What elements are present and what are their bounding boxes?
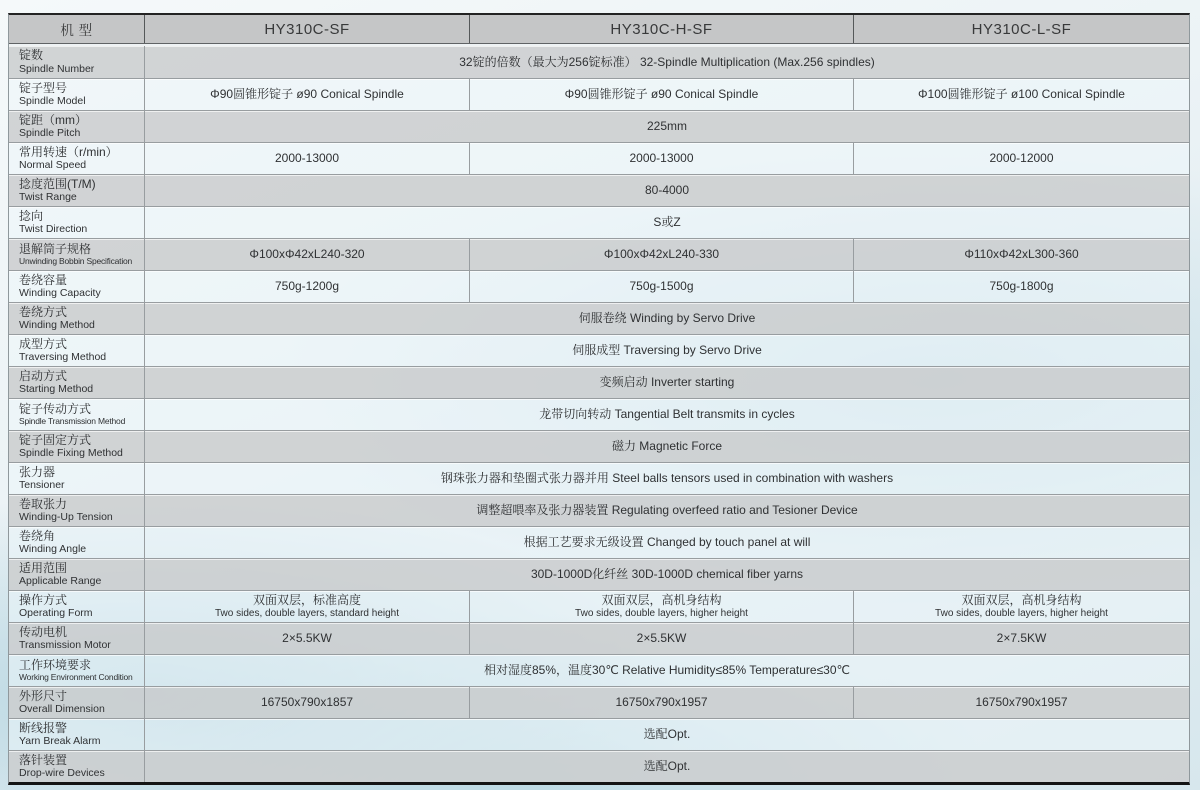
spec-value-span bbox=[145, 111, 1189, 142]
header-model-hy310c-l-sf: HY310C-L-SF bbox=[971, 20, 1072, 38]
spec-value-text: S或Z bbox=[653, 215, 681, 230]
row-label-zh: 启动方式 bbox=[19, 368, 68, 383]
spec-row bbox=[9, 750, 1189, 782]
row-label-en: Starting Method bbox=[19, 383, 94, 396]
row-label bbox=[9, 687, 145, 718]
spec-row bbox=[9, 686, 1189, 718]
spec-value-span bbox=[145, 463, 1189, 494]
row-label-en: Spindle Pitch bbox=[19, 127, 81, 140]
spec-row bbox=[9, 270, 1189, 302]
spec-value-span bbox=[145, 335, 1189, 366]
row-label-zh: 操作方式 bbox=[19, 592, 68, 607]
row-label bbox=[9, 46, 145, 78]
row-label-en: Working Environment Condition bbox=[19, 671, 133, 682]
spec-value-text: 选配Opt. bbox=[643, 727, 691, 742]
spec-value-col1 bbox=[145, 271, 470, 302]
row-label bbox=[9, 239, 145, 270]
row-label bbox=[9, 463, 145, 494]
spec-value-span bbox=[145, 431, 1189, 462]
spec-value-col2 bbox=[470, 143, 854, 174]
row-label-en: Spindle Model bbox=[19, 95, 86, 108]
spec-value-text: 750g-1800g bbox=[989, 279, 1054, 294]
spec-value-col1 bbox=[145, 239, 470, 270]
spec-value-span bbox=[145, 175, 1189, 206]
row-label-zh: 断线报警 bbox=[19, 720, 68, 735]
row-label-en: Winding Capacity bbox=[19, 287, 101, 300]
row-label bbox=[9, 559, 145, 590]
row-label-en: Spindle Transmission Method bbox=[19, 415, 126, 426]
row-label bbox=[9, 527, 145, 558]
spec-value-text: 2000-13000 bbox=[629, 151, 694, 166]
spec-row bbox=[9, 654, 1189, 686]
spec-value-span bbox=[145, 527, 1189, 558]
spec-value-text: 30D-1000D化纤丝 30D-1000D chemical fiber yarns bbox=[530, 567, 804, 582]
header-model-hy310c-sf: HY310C-SF bbox=[145, 15, 470, 43]
row-label-zh: 捻向 bbox=[19, 208, 44, 223]
spec-value-col3 bbox=[854, 591, 1189, 622]
spec-row bbox=[9, 430, 1189, 462]
spec-value-text: 选配Opt. bbox=[643, 759, 691, 774]
row-label-zh: 外形尺寸 bbox=[19, 688, 68, 703]
row-label bbox=[9, 367, 145, 398]
spec-row bbox=[9, 526, 1189, 558]
spec-value-col1 bbox=[145, 79, 470, 110]
spec-value-span bbox=[145, 367, 1189, 398]
spec-row bbox=[9, 174, 1189, 206]
spec-value-span bbox=[145, 655, 1189, 686]
row-label-en: Tensioner bbox=[19, 479, 65, 492]
spec-value-span bbox=[145, 399, 1189, 430]
spec-value-text: 调整超喂率及张力器装置 Regulating overfeed ratio and Tesioner Device bbox=[476, 503, 858, 518]
spec-value-col3 bbox=[854, 623, 1189, 654]
row-label-en: Operating Form bbox=[19, 607, 93, 620]
spec-value-text: 2×7.5KW bbox=[996, 631, 1047, 646]
spec-value-text: 16750x790x1857 bbox=[260, 695, 354, 710]
spec-value-text: Φ100xΦ42xL240-330 bbox=[603, 247, 720, 262]
spec-value-col2 bbox=[470, 79, 854, 110]
spec-value-col1 bbox=[145, 687, 470, 718]
spec-value-text: 16750x790x1957 bbox=[615, 695, 708, 710]
spec-value-col2 bbox=[470, 271, 854, 302]
spec-value-text: 750g-1500g bbox=[629, 279, 694, 294]
table-header-row bbox=[9, 15, 1189, 44]
spec-value-col2 bbox=[470, 687, 854, 718]
row-label-zh: 捻度范围(T/M) bbox=[19, 176, 96, 191]
row-label bbox=[9, 335, 145, 366]
row-label-zh: 常用转速（r/min） bbox=[19, 144, 118, 159]
row-label-en: Winding Method bbox=[19, 319, 95, 332]
row-label bbox=[9, 111, 145, 142]
spec-row bbox=[9, 366, 1189, 398]
spec-row bbox=[9, 46, 1189, 78]
row-label-zh: 锭数 bbox=[19, 48, 44, 63]
spec-value-text: 双面双层，标准高度 bbox=[252, 593, 361, 608]
row-label-zh: 锭子型号 bbox=[19, 80, 68, 95]
row-label-en: Overall Dimension bbox=[19, 703, 105, 716]
spec-value-span bbox=[145, 495, 1189, 526]
row-label-zh: 卷绕方式 bbox=[19, 304, 68, 319]
row-label bbox=[9, 207, 145, 238]
spec-value-text: 根据工艺要求无级设置 Changed by touch panel at will bbox=[523, 535, 811, 550]
spec-value-span bbox=[145, 46, 1189, 78]
row-label-zh: 工作环境要求 bbox=[19, 657, 92, 672]
row-label-en: Twist Direction bbox=[19, 223, 88, 236]
row-label-en: Normal Speed bbox=[19, 159, 87, 172]
spec-row bbox=[9, 78, 1189, 110]
header-model-hy310c-h-sf: HY310C-H-SF bbox=[470, 15, 854, 43]
spec-value-text: Φ100圆锥形锭子 ø100 Conical Spindle bbox=[917, 87, 1125, 102]
spec-row bbox=[9, 494, 1189, 526]
spec-row bbox=[9, 398, 1189, 430]
spec-value-col2 bbox=[470, 591, 854, 622]
row-label-zh: 卷绕容量 bbox=[19, 272, 68, 287]
row-label bbox=[9, 591, 145, 622]
spec-value-text: 32锭的倍数（最大为256锭标准） 32-Spindle Multiplication (Max.256 spindles) bbox=[459, 54, 875, 69]
spec-value-text: 伺服成型 Traversing by Servo Drive bbox=[572, 343, 762, 358]
spec-value-text: Φ100xΦ42xL240-320 bbox=[249, 247, 365, 262]
row-label-zh: 张力器 bbox=[19, 464, 56, 479]
spec-value-text: 磁力 Magnetic Force bbox=[611, 439, 723, 454]
row-label bbox=[9, 175, 145, 206]
row-label-zh: 成型方式 bbox=[19, 336, 68, 351]
spec-value-text: 2000-12000 bbox=[989, 151, 1054, 166]
spec-value-col1 bbox=[145, 143, 470, 174]
spec-value-text: 225mm bbox=[646, 119, 687, 134]
row-label bbox=[9, 79, 145, 110]
row-label-en: Winding-Up Tension bbox=[19, 511, 113, 524]
spec-row bbox=[9, 302, 1189, 334]
spec-value-text: Φ110xΦ42xL300-360 bbox=[964, 247, 1079, 262]
row-label-en: Spindle Number bbox=[19, 62, 95, 75]
spec-value-text: 双面双层，高机身结构 bbox=[601, 593, 722, 608]
spec-value-text: Φ90圆锥形锭子 ø90 Conical Spindle bbox=[564, 87, 759, 102]
spec-value-text: 2×5.5KW bbox=[282, 631, 332, 646]
spec-row bbox=[9, 334, 1189, 366]
spec-value-col3 bbox=[854, 143, 1189, 174]
row-label-zh: 落针装置 bbox=[19, 752, 68, 767]
row-label-en: Drop-wire Devices bbox=[19, 767, 105, 780]
spec-value-span bbox=[145, 207, 1189, 238]
row-label bbox=[9, 655, 145, 686]
row-label bbox=[9, 751, 145, 782]
spec-value-span bbox=[145, 303, 1189, 334]
spec-value-text: 钢珠张力器和垫圈式张力器并用 Steel balls tensors used in combination with washers bbox=[440, 471, 894, 486]
spec-value-col3 bbox=[854, 79, 1189, 110]
spec-value-text: 伺服卷绕 Winding by Servo Drive bbox=[578, 311, 756, 326]
spec-row bbox=[9, 622, 1189, 654]
row-label-en: Traversing Method bbox=[19, 351, 107, 364]
spec-value-text: 龙带切向转动 Tangential Belt transmits in cycles bbox=[539, 407, 795, 422]
spec-value-text: 双面双层，高机身结构 bbox=[961, 593, 1082, 608]
spec-value-text: 变频启动 Inverter starting bbox=[599, 375, 735, 390]
spec-row bbox=[9, 558, 1189, 590]
spec-value-col2 bbox=[470, 623, 854, 654]
spec-value-span bbox=[145, 719, 1189, 750]
spec-value-text: 相对湿度85%，温度30℃ Relative Humidity≤85% Temperature≤30℃ bbox=[483, 663, 851, 678]
spec-value-col3 bbox=[854, 271, 1189, 302]
spec-value-col1 bbox=[145, 591, 470, 622]
row-label-en: Yarn Break Alarm bbox=[19, 735, 101, 748]
row-label bbox=[9, 143, 145, 174]
spec-value-text: 80-4000 bbox=[644, 183, 690, 198]
row-label-zh: 适用范围 bbox=[19, 560, 68, 575]
spec-value-span bbox=[145, 751, 1189, 782]
spec-value-span bbox=[145, 559, 1189, 590]
row-label bbox=[9, 431, 145, 462]
spec-row bbox=[9, 718, 1189, 750]
spec-value-col2 bbox=[470, 239, 854, 270]
row-label bbox=[9, 399, 145, 430]
row-label bbox=[9, 271, 145, 302]
row-label-zh: 卷取张力 bbox=[19, 496, 68, 511]
row-label-en: Twist Range bbox=[19, 191, 77, 204]
spec-row bbox=[9, 110, 1189, 142]
spec-value-text: Φ90圆锥形锭子 ø90 Conical Spindle bbox=[210, 87, 404, 102]
spec-value-subtext: Two sides, double layers, higher height bbox=[935, 607, 1108, 619]
row-label-en: Transmission Motor bbox=[19, 639, 111, 652]
spec-value-col3 bbox=[854, 239, 1189, 270]
machine-spec-table bbox=[8, 13, 1190, 785]
spec-value-subtext: Two sides, double layers, higher height bbox=[575, 607, 748, 619]
table-body bbox=[9, 46, 1189, 782]
row-label-zh: 锭子传动方式 bbox=[19, 401, 92, 416]
spec-value-col1 bbox=[145, 623, 470, 654]
row-label-zh: 锭子固定方式 bbox=[19, 432, 92, 447]
row-label-en: Winding Angle bbox=[19, 543, 87, 556]
spec-value-text: 2×5.5KW bbox=[636, 631, 687, 646]
spec-value-text: 2000-13000 bbox=[274, 151, 340, 166]
row-label bbox=[9, 719, 145, 750]
row-label-en: Spindle Fixing Method bbox=[19, 447, 123, 460]
header-machine-type: 机 型 bbox=[9, 15, 145, 43]
row-label-zh: 退解筒子规格 bbox=[19, 241, 92, 256]
spec-row bbox=[9, 142, 1189, 174]
spec-row bbox=[9, 206, 1189, 238]
spec-value-col3 bbox=[854, 687, 1189, 718]
row-label-zh: 锭距（mm） bbox=[19, 112, 87, 127]
row-label-en: Applicable Range bbox=[19, 575, 102, 588]
spec-value-text: 750g-1200g bbox=[274, 279, 340, 294]
row-label-zh: 卷绕角 bbox=[19, 528, 56, 543]
spec-row bbox=[9, 462, 1189, 494]
row-label-en: Unwinding Bobbin Specification bbox=[19, 255, 133, 266]
row-label bbox=[9, 495, 145, 526]
row-label bbox=[9, 303, 145, 334]
row-label-zh: 传动电机 bbox=[19, 624, 68, 639]
spec-row bbox=[9, 590, 1189, 622]
row-label bbox=[9, 623, 145, 654]
spec-value-text: 16750x790x1957 bbox=[975, 695, 1068, 710]
spec-value-subtext: Two sides, double layers, standard height bbox=[215, 607, 399, 619]
spec-row bbox=[9, 238, 1189, 270]
